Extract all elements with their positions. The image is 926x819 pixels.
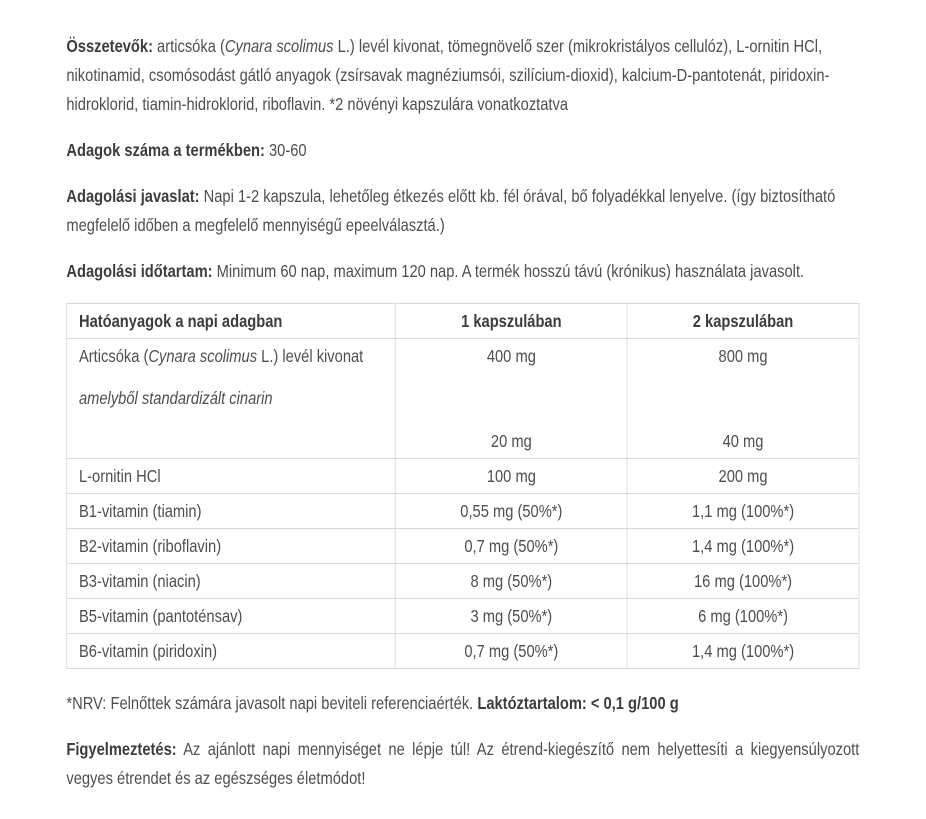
value-1-capsule: 0,7 mg (50%*) [396, 634, 628, 669]
ingredients-paragraph [66, 32, 859, 119]
artichoke-2cap-cell [627, 339, 859, 459]
dosage-suggestion-text: Napi 1-2 kapszula, lehetőleg étkezés előtt kb. fél órával, bő folyadékkal lenyelve. (így biztosítható megfelelő időben a megfelelő mennyiségű epeelválasztá.) [66, 186, 836, 235]
table-header-row [67, 304, 859, 339]
servings-value: 30-60 [264, 140, 307, 160]
value-2-capsules: 1,4 mg (100%*) [627, 634, 859, 669]
nrv-note-text: *NRV: Felnőttek számára javasolt napi beviteli referenciaérték. [66, 693, 478, 713]
value-2-capsules: 16 mg (100%*) [627, 564, 859, 599]
ingredients-text-continued: L.) levél kivonat, tömegnövelő szer (mikrokristályos cellulóz), L-ornitin HCl, nikotinamid, csomósodást gátló anyagok (zsírsavak magnéziumsói, szilícium-dioxid), kalcium-D-pantotenát, piridoxin-hidroklorid, tiamin-hidroklorid, riboflavin. *2 növényi kapszulára vonatkoztatva [66, 36, 830, 114]
table-row-b1 [67, 494, 859, 529]
table-row-b5 [67, 599, 859, 634]
dosage-suggestion-label: Adagolási javaslat: [66, 186, 200, 206]
ingredient-name: B3-vitamin (niacin) [67, 564, 396, 599]
value-2-capsules: 1,1 mg (100%*) [627, 494, 859, 529]
value-1-capsule: 0,7 mg (50%*) [396, 529, 628, 564]
warning-paragraph [66, 735, 859, 793]
table-row-artichoke [67, 339, 859, 459]
artichoke-name: Articsóka (Cynara scolimus L.) levél kivonat [78, 346, 364, 366]
value-1-capsule: 8 mg (50%*) [396, 564, 628, 599]
nutrition-table [66, 303, 859, 669]
servings-label: Adagok száma a termékben: [66, 140, 265, 160]
col-header-2-capsules: 2 kapszulában [627, 304, 859, 339]
ingredients-text: articsóka ( [152, 36, 225, 56]
dosage-duration-paragraph [66, 257, 859, 286]
value-2-capsules: 6 mg (100%*) [627, 599, 859, 634]
artichoke-name-cell [67, 339, 396, 459]
artichoke-1cap-cynarin-value: 20 mg [490, 431, 532, 451]
value-1-capsule: 100 mg [396, 459, 628, 494]
nrv-note-paragraph [66, 689, 859, 718]
artichoke-2cap-extract-value: 800 mg [718, 346, 768, 366]
ingredient-name: L-ornitin HCl [67, 459, 396, 494]
latin-species-name: Cynara scolimus [148, 346, 258, 366]
ingredient-name: B5-vitamin (pantoténsav) [67, 599, 396, 634]
value-2-capsules: 200 mg [627, 459, 859, 494]
lactose-content: Laktóztartalom: < 0,1 g/100 g [477, 693, 679, 713]
artichoke-2cap-cynarin-value: 40 mg [722, 431, 764, 451]
ingredient-name: B1-vitamin (tiamin) [67, 494, 396, 529]
ingredient-name: B6-vitamin (piridoxin) [67, 634, 396, 669]
artichoke-standardized-cynarin: amelyből standardizált cinarin [78, 388, 273, 408]
dosage-duration-label: Adagolási időtartam: [66, 261, 213, 281]
latin-species-name: Cynara scolimus [224, 36, 334, 56]
table-row-b6 [67, 634, 859, 669]
artichoke-1cap-extract-value: 400 mg [486, 346, 536, 366]
col-header-active-ingredients: Hatóanyagok a napi adagban [67, 304, 396, 339]
dosage-duration-text: Minimum 60 nap, maximum 120 nap. A termék hosszú távú (krónikus) használata javasolt. [212, 261, 805, 281]
table-row-b2 [67, 529, 859, 564]
value-1-capsule: 3 mg (50%*) [396, 599, 628, 634]
ingredient-name: B2-vitamin (riboflavin) [67, 529, 396, 564]
artichoke-1cap-cell [396, 339, 628, 459]
warning-label: Figyelmeztetés: [66, 739, 177, 759]
servings-paragraph [66, 136, 859, 165]
warning-text: Az ajánlott napi mennyiséget ne lépje túl! Az étrend-kiegészítő nem helyettesíti a kiegyensúlyozott vegyes étrendet és az egészséges életmódot! [66, 739, 860, 788]
value-2-capsules: 1,4 mg (100%*) [627, 529, 859, 564]
value-1-capsule: 0,55 mg (50%*) [396, 494, 628, 529]
ingredients-label: Összetevők: [66, 36, 153, 56]
col-header-1-capsule: 1 kapszulában [396, 304, 628, 339]
dosage-suggestion-paragraph [66, 182, 859, 240]
table-row-b3 [67, 564, 859, 599]
table-row-l-ornitin [67, 459, 859, 494]
